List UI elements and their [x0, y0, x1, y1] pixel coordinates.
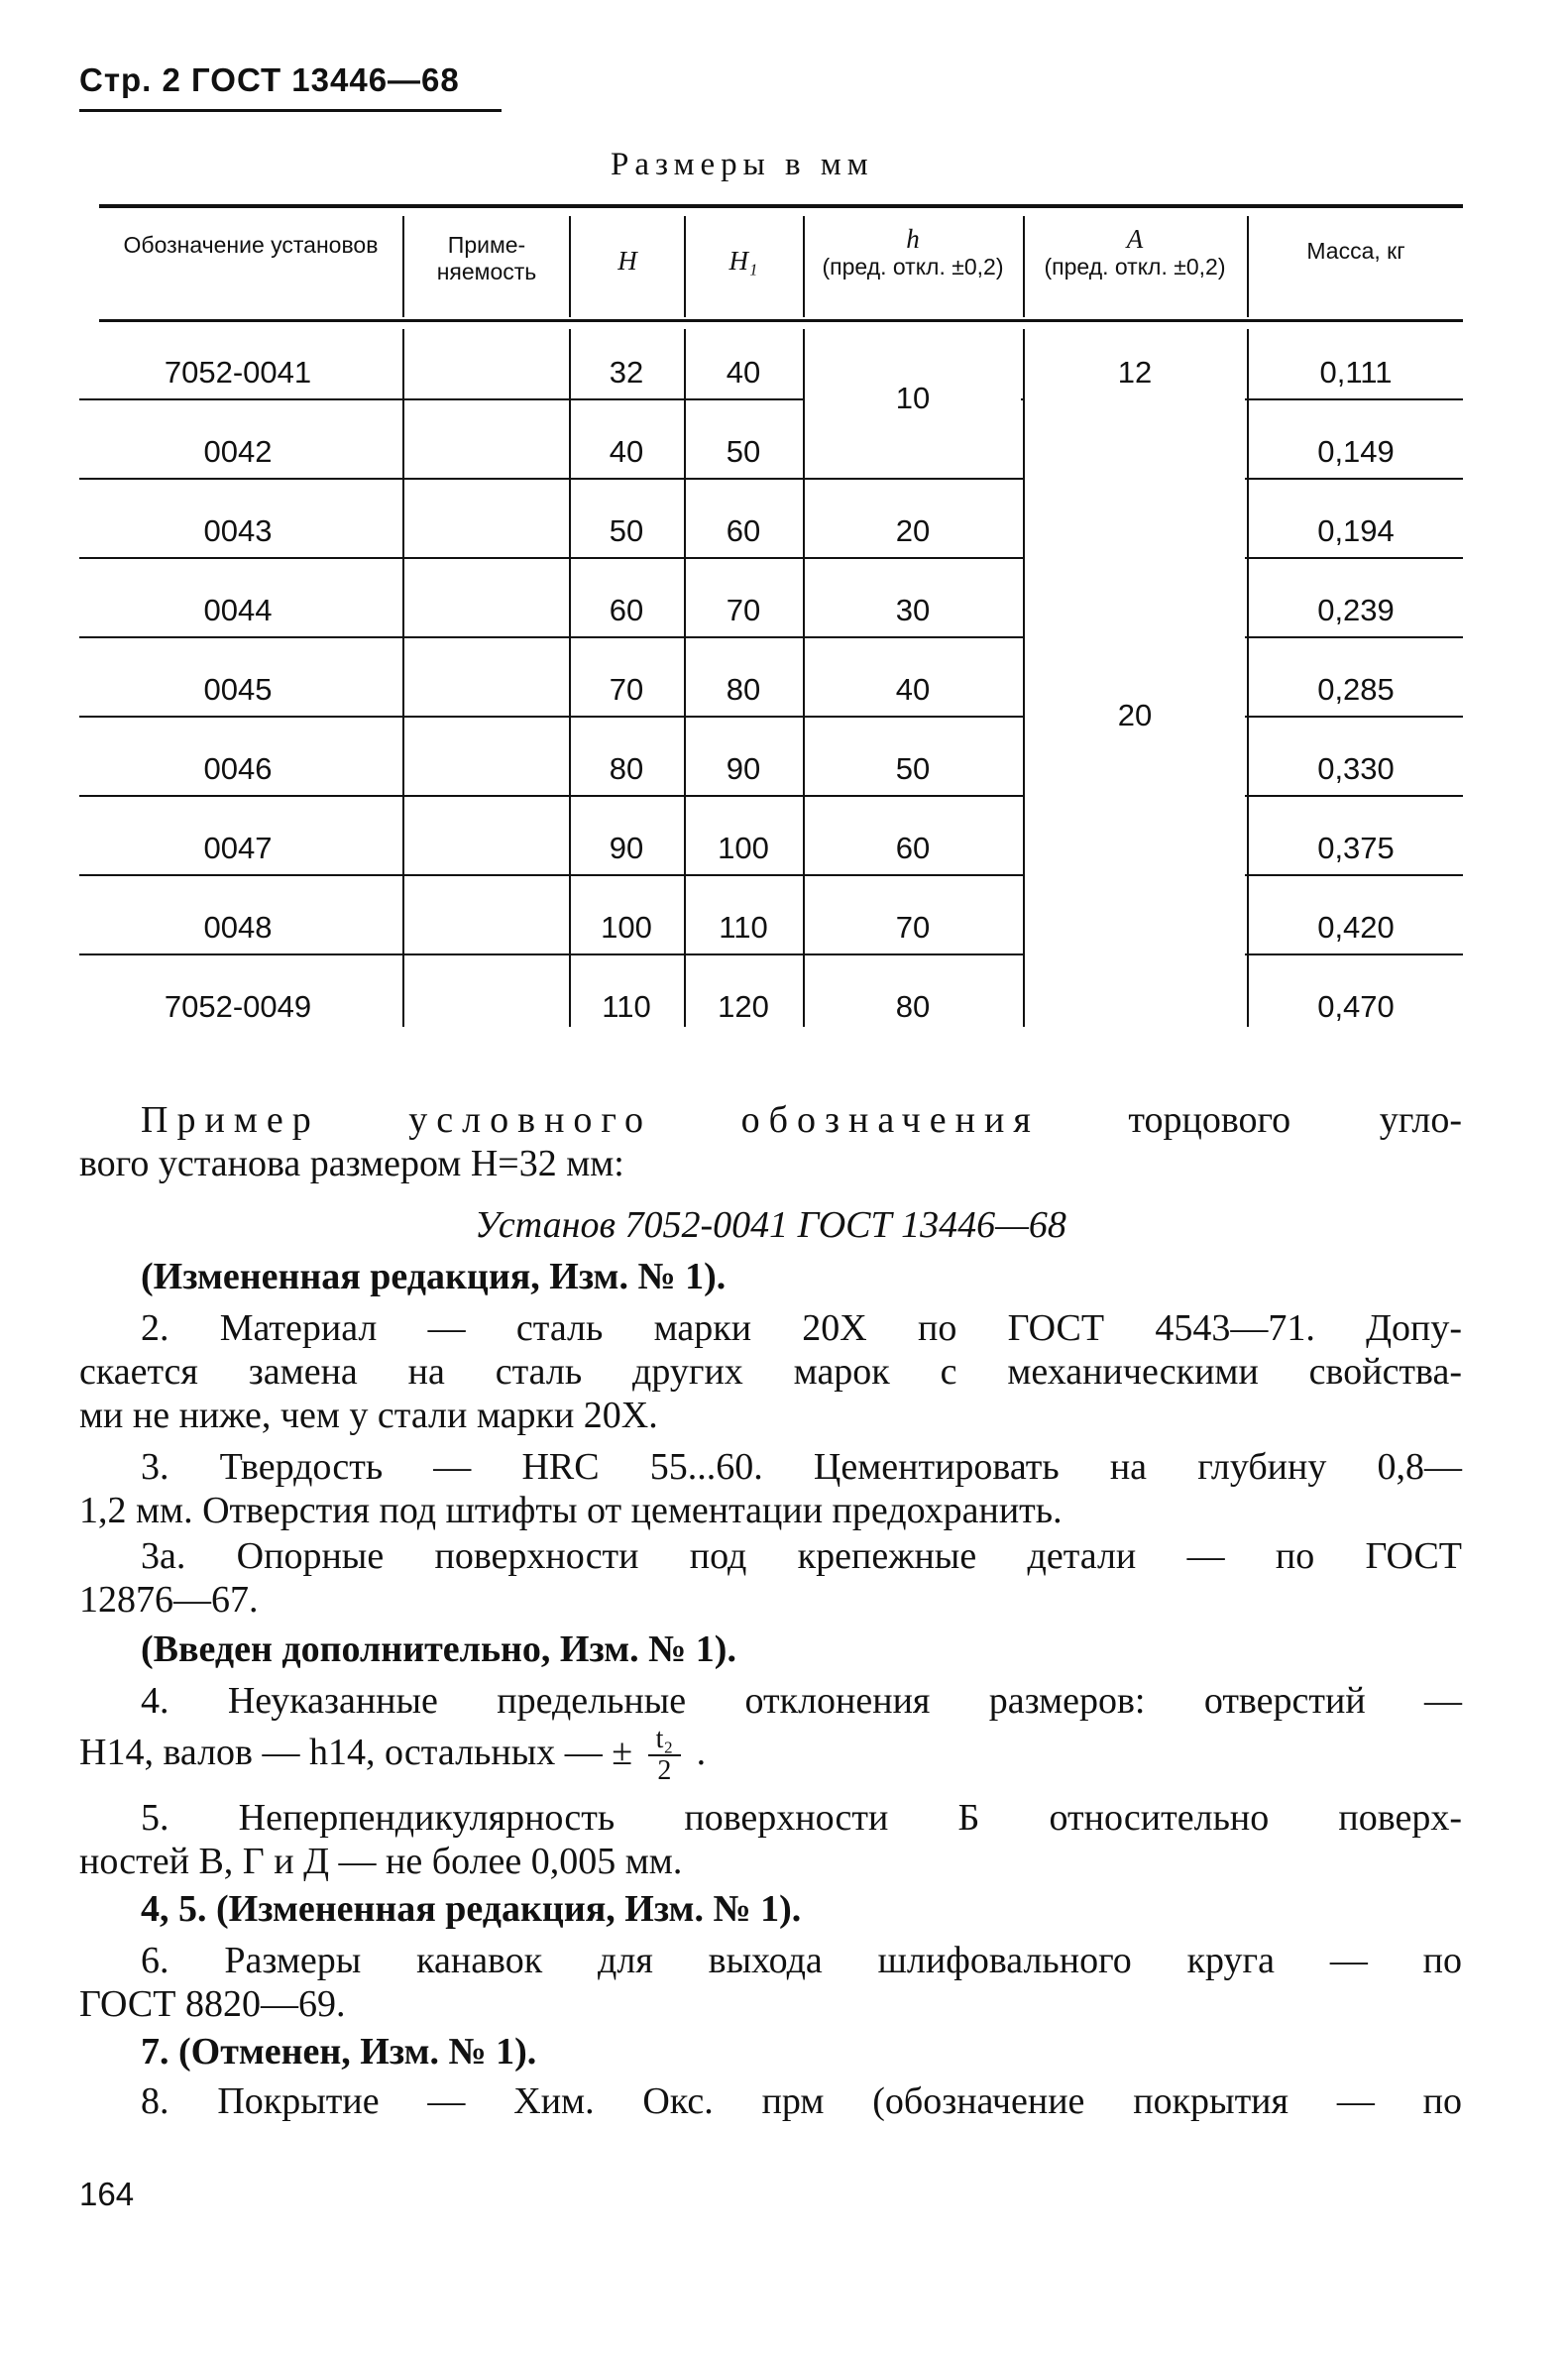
table-vline — [569, 216, 571, 317]
cell-designation: 0048 — [203, 910, 273, 945]
header-H1: H₁ — [728, 246, 758, 276]
table-vline — [684, 216, 686, 317]
cell-mass: 0,194 — [1317, 513, 1395, 548]
cell-h: 20 — [895, 513, 931, 548]
merge-cover-A — [1025, 553, 1245, 561]
row-rule — [79, 795, 1463, 797]
item-3-line-2: 1,2 мм. Отверстия под штифты от цементации предохранить. — [79, 1490, 1063, 1531]
units-caption: Размеры в мм — [611, 147, 874, 182]
table-vline — [402, 216, 404, 317]
row-rule — [79, 953, 1463, 955]
merge-cover-A — [1025, 870, 1245, 878]
header-h-symbol: h — [906, 224, 920, 254]
header-rule — [79, 109, 502, 112]
cell-H1: 60 — [726, 513, 761, 548]
cell-h: 60 — [895, 831, 931, 865]
row-rule — [79, 398, 1463, 400]
cell-H1: 50 — [726, 434, 761, 469]
row-rule — [79, 716, 1463, 718]
table-top-rule — [99, 204, 1463, 208]
cell-H1: 110 — [719, 910, 768, 945]
header-applicability: Приме-няемость — [436, 232, 537, 284]
table-vline — [402, 329, 404, 1027]
item-7: 7. (Отменен, Изм. № 1). — [141, 2031, 537, 2073]
cell-A: 12 — [1117, 355, 1153, 390]
cell-A-merged: 20 — [1117, 698, 1153, 732]
merge-cover-A — [1025, 394, 1245, 402]
cell-H1: 100 — [718, 831, 769, 865]
row-rule — [79, 874, 1463, 876]
header-designation: Обозначение установов — [123, 232, 379, 258]
merge-cover-A — [1025, 791, 1245, 799]
revision-note-1: (Измененная редакция, Изм. № 1). — [141, 1256, 727, 1297]
header-h-note: (пред. откл. ±0,2) — [822, 254, 1004, 280]
cell-designation: 0045 — [203, 672, 273, 707]
cell-H: 70 — [609, 672, 644, 707]
cell-H: 100 — [601, 910, 652, 945]
cell-designation: 0042 — [203, 434, 273, 469]
page-header: Стр. 2 ГОСТ 13446—68 — [79, 61, 460, 98]
cell-mass: 0,239 — [1317, 593, 1395, 627]
row-rule — [79, 557, 1463, 559]
cell-designation: 7052-0041 — [164, 355, 312, 390]
table-vline — [803, 216, 805, 317]
cell-mass: 0,149 — [1317, 434, 1395, 469]
cell-designation: 0046 — [203, 751, 273, 786]
revision-note-45: 4, 5. (Измененная редакция, Изм. № 1). — [141, 1888, 802, 1930]
table-header-rule — [99, 319, 1463, 322]
cell-H: 50 — [609, 513, 644, 548]
item-2-line-1: 2. Материал — сталь марки 20Х по ГОСТ 4543—71. Допу- — [141, 1307, 1462, 1349]
cell-H: 32 — [609, 355, 644, 390]
cell-mass: 0,111 — [1319, 355, 1393, 390]
cell-designation: 0044 — [203, 593, 273, 627]
example-line-2: вого установа размером Н=32 мм: — [79, 1143, 624, 1184]
cell-mass: 0,470 — [1317, 989, 1395, 1024]
cell-H1: 70 — [726, 593, 761, 627]
cell-mass: 0,285 — [1317, 672, 1395, 707]
item-2-line-3: ми не ниже, чем у стали марки 20Х. — [79, 1395, 658, 1436]
row-rule — [79, 478, 1463, 480]
cell-H: 110 — [602, 989, 651, 1024]
cell-designation: 0043 — [203, 513, 273, 548]
item-5-line-2: ностей В, Г и Д — не более 0,005 мм. — [79, 1841, 683, 1882]
header-mass: Масса, кг — [1306, 238, 1405, 264]
cell-mass: 0,420 — [1317, 910, 1395, 945]
item-3-line-1: 3. Твердость — HRC 55...60. Цементировать на глубину 0,8— — [141, 1446, 1462, 1488]
table-vline — [1023, 329, 1025, 1027]
merge-cover-A — [1025, 950, 1245, 957]
added-note: (Введен дополнительно, Изм. № 1). — [141, 1628, 736, 1670]
example-line-1: Пример условного обозначения торцового угло- — [141, 1099, 1463, 1141]
example-designation: Установ 7052-0041 ГОСТ 13446—68 — [475, 1204, 1066, 1246]
cell-h: 30 — [895, 593, 931, 627]
item-4-line-2: Н14, валов — h14, остальных — ± $\frac{\text{t₂}}{2}$ . — [79, 1724, 707, 1787]
item-5-line-1: 5. Неперпендикулярность поверхности Б относительно поверх- — [141, 1797, 1462, 1839]
cell-h: 50 — [895, 751, 931, 786]
cell-h: 70 — [895, 910, 931, 945]
body-text — [79, 1098, 1462, 2123]
header-H: H — [617, 246, 637, 276]
merge-cover-A — [1025, 474, 1245, 482]
item-2-line-2: скается замена на сталь других марок с механическими свойства- — [79, 1351, 1462, 1393]
cell-h: 40 — [895, 672, 931, 707]
cell-designation: 7052-0049 — [164, 989, 312, 1024]
table-vline — [1247, 216, 1249, 317]
row-rule — [79, 636, 1463, 638]
merge-cover-A — [1025, 632, 1245, 640]
cell-H1: 80 — [726, 672, 761, 707]
item-6-line-1: 6. Размеры канавок для выхода шлифовального круга — по — [141, 1940, 1462, 1981]
cell-mass: 0,375 — [1317, 831, 1395, 865]
cell-H: 90 — [609, 831, 644, 865]
cell-H: 60 — [609, 593, 644, 627]
header-A-note: (пред. откл. ±0,2) — [1044, 254, 1226, 280]
item-8-line-1: 8. Покрытие — Хим. Окс. прм (обозначение покрытия — по — [141, 2080, 1462, 2122]
item-3a-line-2: 12876—67. — [79, 1579, 259, 1621]
header-A-symbol: A — [1126, 224, 1144, 254]
item-4-line-1: 4. Неуказанные предельные отклонения размеров: отверстий — — [141, 1680, 1462, 1722]
item-6-line-2: ГОСТ 8820—69. — [79, 1983, 346, 2025]
page-number: 164 — [79, 2176, 135, 2212]
item-3a-line-1: 3а. Опорные поверхности под крепежные детали — по ГОСТ — [141, 1535, 1462, 1577]
cell-h: 80 — [895, 989, 931, 1024]
cell-H1: 90 — [726, 751, 761, 786]
cell-designation: 0047 — [203, 831, 273, 865]
cell-H: 40 — [609, 434, 644, 469]
fraction: $\frac{\text{t₂}}{2}$ — [648, 1725, 682, 1786]
cell-h-merged: 10 — [895, 381, 931, 415]
cell-mass: 0,330 — [1317, 751, 1395, 786]
table-vline — [1023, 216, 1025, 317]
cell-H1: 120 — [718, 989, 769, 1024]
cell-H: 80 — [609, 751, 644, 786]
cell-H1: 40 — [726, 355, 761, 390]
